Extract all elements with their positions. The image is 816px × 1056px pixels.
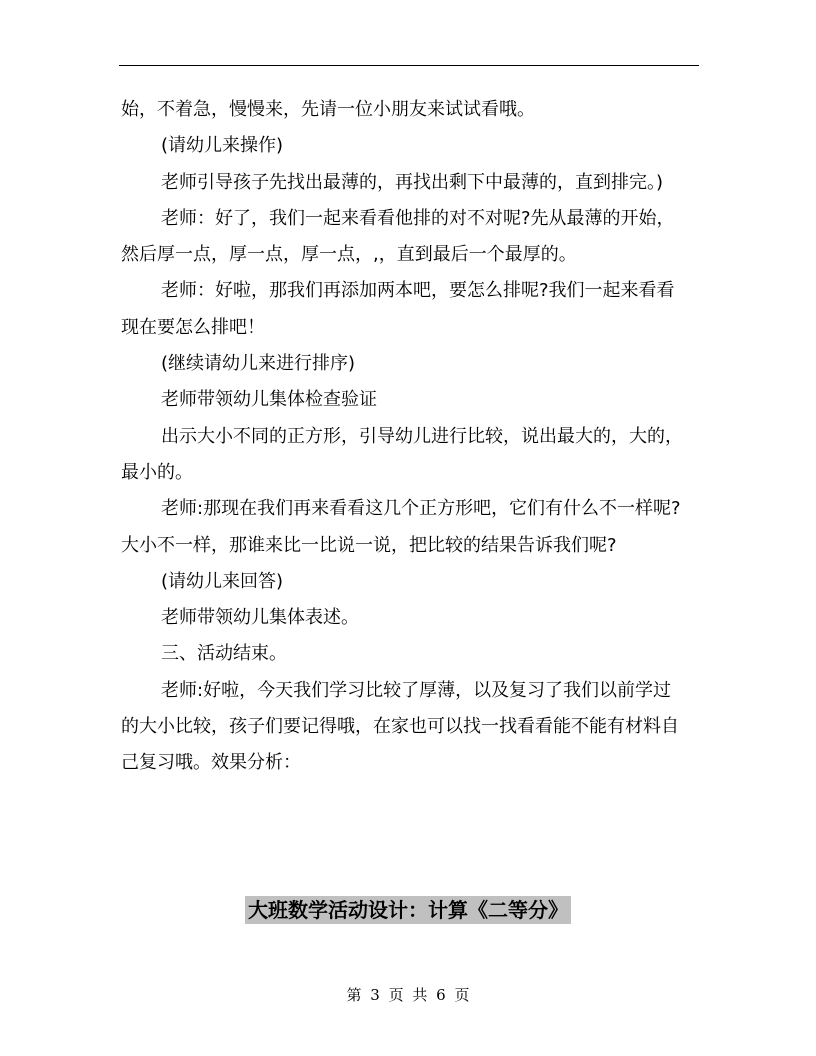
section-title-wrapper: [0, 896, 816, 924]
body-text-line: 老师带领幼儿集体表述。: [161, 607, 359, 629]
body-text-line: 老师：好啦，那我们再添加两本吧，要怎么排呢?我们一起来看看: [161, 280, 675, 302]
page-footer: 第 3 页 共 6 页: [346, 986, 470, 1004]
document-body: [121, 92, 699, 782]
body-text-line: (继续请幼儿来进行排序): [161, 353, 356, 375]
body-text-line: 出示大小不同的正方形，引导幼儿进行比较，说出最大的，大的，: [161, 425, 683, 447]
body-text-line: 老师带领幼儿集体检查验证: [161, 389, 377, 411]
body-text-line: 三、活动结束。: [161, 643, 287, 665]
body-text-line: 己复习哦。效果分析：: [121, 752, 301, 774]
body-text-line: 大小不一样，那谁来比一比说一说，把比较的结果告诉我们呢?: [121, 534, 617, 556]
body-text-line: 老师:好啦，今天我们学习比较了厚薄，以及复习了我们以前学过: [161, 679, 672, 701]
body-text-line: 然后厚一点，厚一点，厚一点，,，直到最后一个最厚的。: [121, 244, 577, 266]
body-text-line: 的大小比较，孩子们要记得哦，在家也可以找一找看看能不能有材料自: [121, 716, 679, 738]
section-title: 大班数学活动设计：计算《二等分》: [245, 896, 571, 924]
body-text-line: (请幼儿来操作): [161, 135, 284, 157]
body-text-line: 现在要怎么排吧！: [121, 316, 265, 338]
body-text-line: (请幼儿来回答): [161, 570, 284, 592]
body-text-line: 最小的。: [121, 461, 193, 483]
body-text-line: 老师引导孩子先找出最薄的，再找出剩下中最薄的，直到排完。): [161, 171, 664, 193]
body-text-line: 老师：好了，我们一起来看看他排的对不对呢?先从最薄的开始，: [161, 207, 675, 229]
body-text-line: 始，不着急，慢慢来，先请一位小朋友来试试看哦。: [121, 99, 535, 120]
header-rule: [119, 65, 699, 66]
body-text-line: 老师:那现在我们再来看看这几个正方形吧，它们有什么不一样呢?: [161, 498, 681, 520]
